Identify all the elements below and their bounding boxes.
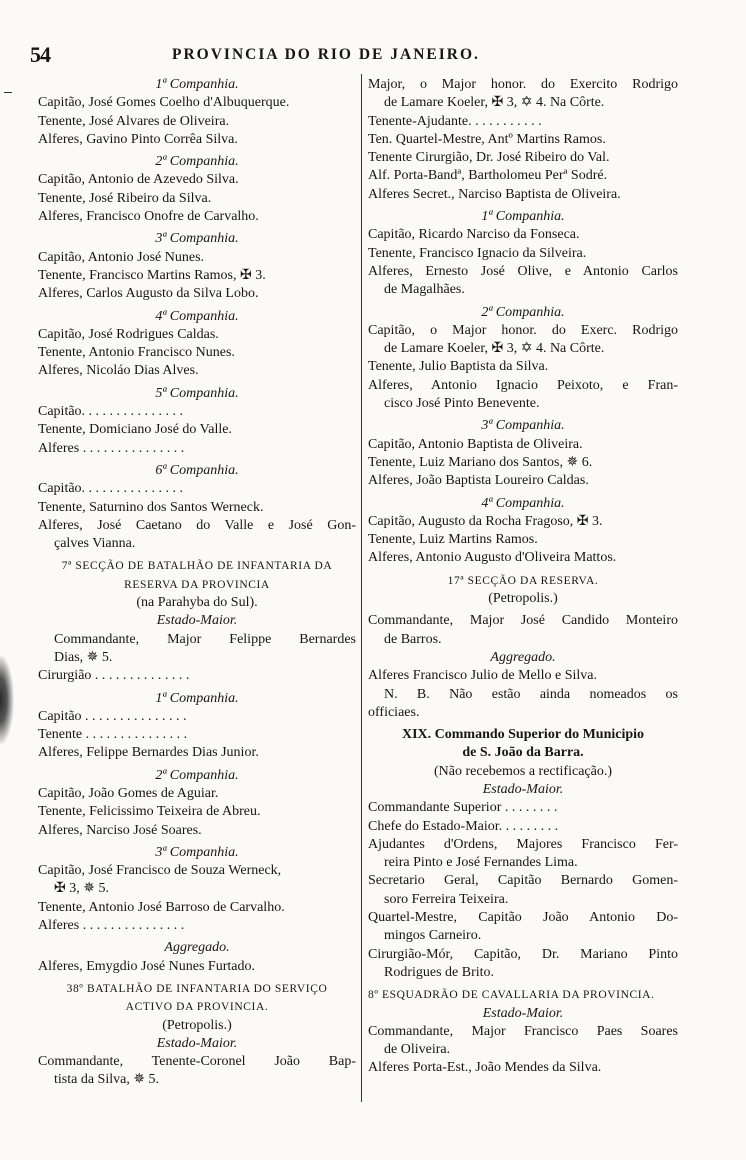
text-line: Tenente Cirurgião, Dr. José Ribeiro do Val. bbox=[368, 150, 610, 166]
company-heading: 4ª Companhia. bbox=[481, 495, 565, 511]
company-heading: 2ª Companhia. bbox=[155, 154, 239, 170]
company-heading: 2ª Companhia. bbox=[481, 304, 565, 320]
company-heading: 6ª Companhia. bbox=[155, 462, 239, 478]
text-line: Tenente . . . . . . . . . . . . . . . bbox=[38, 727, 188, 743]
text-line: Commandante, Major Felippe Bernardes bbox=[54, 631, 356, 647]
text-line: Alferes, Narciso José Soares. bbox=[38, 822, 202, 838]
section-heading: ACTIVO DA PROVINCIA. bbox=[125, 1001, 269, 1014]
note-line: N. B. Não estão ainda nomeados os bbox=[384, 686, 678, 702]
text-line: de Barros. bbox=[384, 631, 442, 647]
staff-heading: Estado-Maior. bbox=[482, 781, 564, 797]
margin-mark bbox=[4, 92, 12, 93]
text-line: Alferes . . . . . . . . . . . . . . . bbox=[38, 440, 185, 456]
text-line: Capitão, Antonio de Azevedo Silva. bbox=[38, 172, 239, 188]
text-line: Tenente, Francisco Martins Ramos, ✠ 3. bbox=[38, 267, 266, 283]
text-line: Tenente, Luiz Martins Ramos. bbox=[368, 532, 538, 548]
text-line: de Magalhães. bbox=[384, 282, 465, 298]
text-line: Alferes, João Baptista Loureiro Caldas. bbox=[368, 473, 589, 489]
text-line: Capitão. . . . . . . . . . . . . . . bbox=[38, 404, 184, 420]
text-line: Chefe do Estado-Maior. . . . . . . . . bbox=[368, 818, 559, 834]
aggregate-heading: Aggregado. bbox=[490, 649, 556, 665]
location-line: (Petropolis.) bbox=[488, 591, 558, 607]
text-line: Capitão, Ricardo Narciso da Fonseca. bbox=[368, 227, 580, 243]
text-line: tista da Silva, ✵ 5. bbox=[54, 1072, 160, 1088]
text-line: Alferes, Carlos Augusto da Silva Lobo. bbox=[38, 286, 259, 302]
company-heading: 3ª Companhia. bbox=[155, 844, 239, 860]
text-line: Capitão, Antonio José Nunes. bbox=[38, 249, 205, 265]
text-line: Tenente, José Ribeiro da Silva. bbox=[38, 190, 212, 206]
text-line: Ten. Quartel-Mestre, Antº Martins Ramos. bbox=[368, 131, 606, 147]
text-line: Tenente, Luiz Mariano dos Santos, ✵ 6. bbox=[368, 454, 593, 470]
text-line: Alferes, Emygdio José Nunes Furtado. bbox=[38, 958, 255, 974]
text-line: Alferes, Antonio Ignacio Peixoto, e Fran- bbox=[368, 377, 678, 393]
section-heading: 7ª SECÇÃO DE BATALHÃO DE INFANTARIA DA bbox=[61, 560, 333, 573]
text-line: mingos Carneiro. bbox=[384, 928, 482, 944]
note-line: officiaes. bbox=[368, 704, 420, 720]
text-line: de Lamare Koeler, ✠ 3, ✡ 4. Na Côrte. bbox=[384, 95, 605, 111]
company-heading: 5ª Companhia. bbox=[155, 385, 239, 401]
text-line: Alferes Porta-Est., João Mendes da Silva. bbox=[368, 1060, 602, 1076]
left-column bbox=[38, 76, 356, 1090]
text-line: soro Ferreira Teixeira. bbox=[384, 891, 509, 907]
text-line: Quartel-Mestre, Capitão João Antonio Do- bbox=[368, 910, 678, 926]
text-line: Ajudantes d'Ordens, Majores Francisco Fer- bbox=[368, 836, 678, 852]
text-line: Alferes, Nicoláo Dias Alves. bbox=[38, 363, 199, 379]
location-line: (na Parahyba do Sul). bbox=[136, 595, 258, 611]
text-line: de Lamare Koeler, ✠ 3, ✡ 4. Na Côrte. bbox=[384, 341, 605, 357]
staff-heading: Estado-Maior. bbox=[156, 613, 238, 629]
section-heading: 17ª SECÇÃO DA RESERVA. bbox=[447, 574, 599, 587]
company-heading: 1ª Companhia. bbox=[155, 77, 239, 92]
text-line: Commandante, Major José Candido Monteiro bbox=[368, 613, 678, 629]
company-heading: 1ª Companhia. bbox=[481, 209, 565, 225]
command-heading: XIX. Commando Superior do Municipio bbox=[401, 727, 645, 743]
company-heading: 2ª Companhia. bbox=[155, 767, 239, 783]
text-line: Alferes, Ernesto José Olive, e Antonio Carlos bbox=[368, 263, 678, 279]
company-heading: 3ª Companhia. bbox=[155, 231, 239, 247]
text-line: Tenente-Ajudante. . . . . . . . . . . bbox=[368, 113, 542, 129]
text-line: Tenente, Saturnino dos Santos Werneck. bbox=[38, 499, 264, 515]
text-line: Tenente, José Alvares de Oliveira. bbox=[38, 113, 230, 129]
text-line: Alferes, Gavino Pinto Corrêa Silva. bbox=[38, 131, 238, 147]
company-heading: 3ª Companhia. bbox=[481, 418, 565, 434]
text-line: Capitão . . . . . . . . . . . . . . . bbox=[38, 708, 187, 724]
page-header: PROVINCIA DO RIO DE JANEIRO. bbox=[172, 46, 480, 63]
column-divider bbox=[361, 74, 362, 1102]
section-heading: 38º BATALHÃO DE INFANTARIA DO SERVIÇO bbox=[66, 982, 328, 995]
text-line: Tenente, Antonio José Barroso de Carvalho. bbox=[38, 899, 285, 915]
text-line: Capitão, José Gomes Coelho d'Albuquerque. bbox=[38, 95, 290, 111]
text-line: cisco José Pinto Benevente. bbox=[384, 396, 540, 412]
text-line: Alferes, Felippe Bernardes Dias Junior. bbox=[38, 745, 259, 761]
text-line: Capitão, o Major honor. do Exerc. Rodrigo bbox=[368, 322, 678, 338]
text-line: Dias, ✵ 5. bbox=[54, 649, 113, 665]
staff-heading: Estado-Maior. bbox=[156, 1035, 238, 1051]
text-line: Capitão, João Gomes de Aguiar. bbox=[38, 785, 219, 801]
text-line: Alferes Francisco Julio de Mello e Silva. bbox=[368, 668, 598, 684]
ink-blot bbox=[0, 655, 14, 745]
company-heading: 4ª Companhia. bbox=[155, 308, 239, 324]
text-line: Commandante Superior . . . . . . . . bbox=[368, 800, 558, 816]
text-line: Commandante, Major Francisco Paes Soares bbox=[368, 1023, 678, 1039]
staff-heading: Estado-Maior. bbox=[482, 1005, 564, 1021]
text-line: de Oliveira. bbox=[384, 1042, 451, 1058]
text-line: Tenente, Julio Baptista da Silva. bbox=[368, 359, 549, 375]
text-line: Secretario Geral, Capitão Bernardo Gomen- bbox=[368, 873, 678, 889]
section-heading: 8º ESQUADRÃO DE CAVALLARIA DA PROVINCIA. bbox=[368, 989, 655, 1002]
text-line: çalves Vianna. bbox=[54, 536, 136, 552]
text-line: Rodrigues de Brito. bbox=[384, 964, 495, 980]
text-line: Major, o Major honor. do Exercito Rodrigo bbox=[368, 77, 678, 92]
text-line: ✠ 3, ✵ 5. bbox=[54, 881, 109, 897]
text-line: reira Pinto e José Fernandes Lima. bbox=[384, 855, 578, 871]
command-heading: de S. João da Barra. bbox=[462, 745, 584, 761]
text-line: Cirurgião . . . . . . . . . . . . . . bbox=[38, 668, 190, 684]
text-line: Tenente, Antonio Francisco Nunes. bbox=[38, 345, 235, 361]
text-line: Alferes, Antonio Augusto d'Oliveira Mattos. bbox=[368, 550, 617, 566]
text-line: Tenente, Domiciano José do Valle. bbox=[38, 422, 232, 438]
text-line: Alferes, Francisco Onofre de Carvalho. bbox=[38, 209, 259, 225]
location-line: (Petropolis.) bbox=[162, 1017, 232, 1033]
text-line: Capitão, Augusto da Rocha Fragoso, ✠ 3. bbox=[368, 513, 603, 529]
text-line: Alferes, José Caetano do Valle e José Gon- bbox=[38, 517, 356, 533]
text-line: Tenente, Felicissimo Teixeira de Abreu. bbox=[38, 804, 261, 820]
right-column bbox=[368, 76, 678, 1078]
text-line: Capitão. . . . . . . . . . . . . . . bbox=[38, 481, 184, 497]
text-line: Commandante, Tenente-Coronel João Bap- bbox=[38, 1054, 356, 1070]
text-line: Alf. Porta-Bandª, Bartholomeu Perª Sodré. bbox=[368, 168, 608, 184]
section-heading: RESERVA DA PROVINCIA bbox=[124, 578, 270, 591]
note-line: (Não recebemos a rectificação.) bbox=[434, 763, 612, 779]
text-line: Capitão, José Francisco de Souza Werneck, bbox=[38, 863, 282, 879]
text-line: Tenente, Francisco Ignacio da Silveira. bbox=[368, 245, 587, 261]
company-heading: 1ª Companhia. bbox=[155, 690, 239, 706]
text-line: Capitão, José Rodrigues Caldas. bbox=[38, 326, 219, 342]
text-line: Cirurgião-Mór, Capitão, Dr. Mariano Pinto bbox=[368, 946, 678, 962]
text-line: Alferes Secret., Narciso Baptista de Oliveira. bbox=[368, 186, 621, 202]
text-line: Capitão, Antonio Baptista de Oliveira. bbox=[368, 436, 583, 452]
page-number: 54 bbox=[30, 42, 50, 67]
aggregate-heading: Aggregado. bbox=[164, 940, 230, 956]
text-line: Alferes . . . . . . . . . . . . . . . bbox=[38, 918, 185, 934]
